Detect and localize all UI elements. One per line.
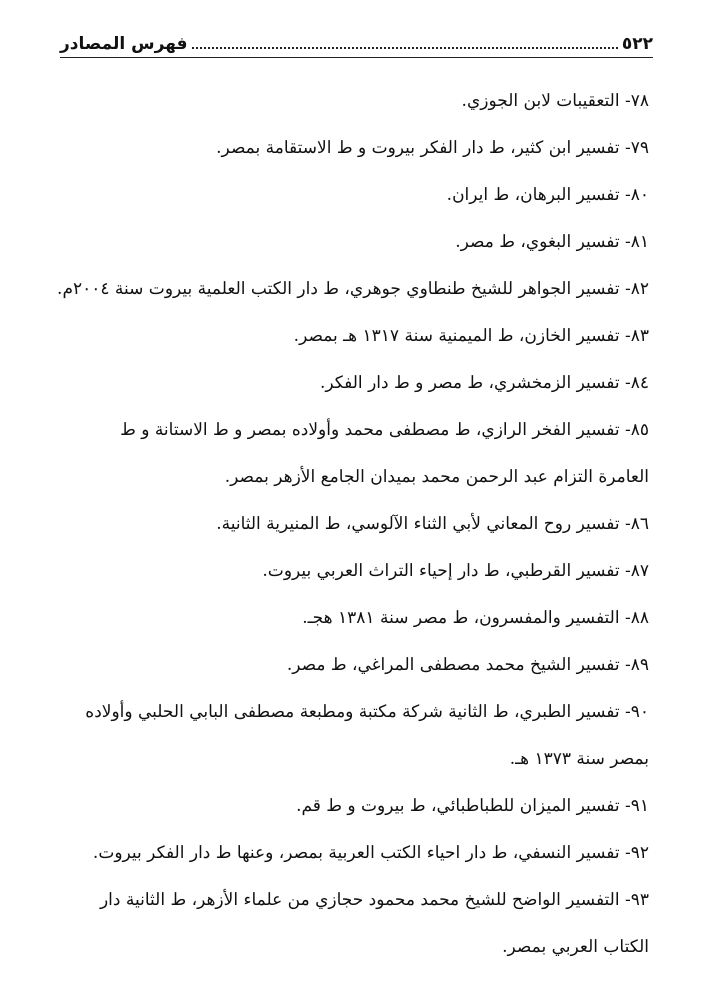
reference-86: ٨٦- تفسير روح المعاني لأبي الثناء الآلوسي، ط المنيرية الثانية. xyxy=(216,514,649,534)
references-list xyxy=(57,78,649,971)
reference-89: ٨٩- تفسير الشيخ محمد مصطفى المراغي، ط مصر. xyxy=(286,655,649,675)
reference-79: ٧٩- تفسير ابن كثير، ط دار الفكر بيروت و ط الاستقامة بمصر. xyxy=(216,138,649,158)
header-dot-leader xyxy=(192,47,618,49)
reference-92: ٩٢- تفسير النسفي، ط دار احياء الكتب العربية بمصر، وعنها ط دار الفكر بيروت. xyxy=(92,843,649,863)
reference-83: ٨٣- تفسير الخازن، ط الميمنية سنة ١٣١٧ هـ بمصر. xyxy=(293,326,649,346)
reference-88: ٨٨- التفسير والمفسرون، ط مصر سنة ١٣٨١ هجـ. xyxy=(302,608,649,628)
running-title: فهرس المصادر xyxy=(60,34,188,54)
reference-90-continuation: بمصر سنة ١٣٧٣ هـ. xyxy=(509,749,649,769)
reference-84: ٨٤- تفسير الزمخشري، ط مصر و ط دار الفكر. xyxy=(319,373,649,393)
reference-87: ٨٧- تفسير القرطبي، ط دار إحياء التراث العربي بيروت. xyxy=(262,561,649,581)
reference-90: ٩٠- تفسير الطبري، ط الثانية شركة مكتبة ومطبعة مصطفى البابي الحلبي وأولاده xyxy=(85,702,649,722)
header-rule xyxy=(60,57,653,58)
reference-78: ٧٨- التعقيبات لابن الجوزي. xyxy=(461,91,649,111)
reference-85: ٨٥- تفسير الفخر الرازي، ط مصطفى محمد وأولاده بمصر و ط الاستانة و ط xyxy=(120,420,649,440)
reference-80: ٨٠- تفسير البرهان، ط ايران. xyxy=(446,185,649,205)
reference-81: ٨١- تفسير البغوي، ط مصر. xyxy=(455,232,649,252)
reference-85-continuation: العامرة التزام عبد الرحمن محمد بميدان الجامع الأزهر بمصر. xyxy=(224,467,649,487)
reference-93-continuation: الكتاب العربي بمصر. xyxy=(502,937,649,957)
page-header xyxy=(60,30,653,54)
page-number: ٥٢٢ xyxy=(621,34,653,54)
reference-91: ٩١- تفسير الميزان للطباطبائي، ط بيروت و ط قم. xyxy=(296,796,649,816)
reference-82: ٨٢- تفسير الجواهر للشيخ طنطاوي جوهري، ط دار الكتب العلمية بيروت سنة ٢٠٠٤م. xyxy=(57,279,649,299)
reference-93: ٩٣- التفسير الواضح للشيخ محمد محمود حجازي من علماء الأزهر، ط الثانية دار xyxy=(99,890,649,910)
